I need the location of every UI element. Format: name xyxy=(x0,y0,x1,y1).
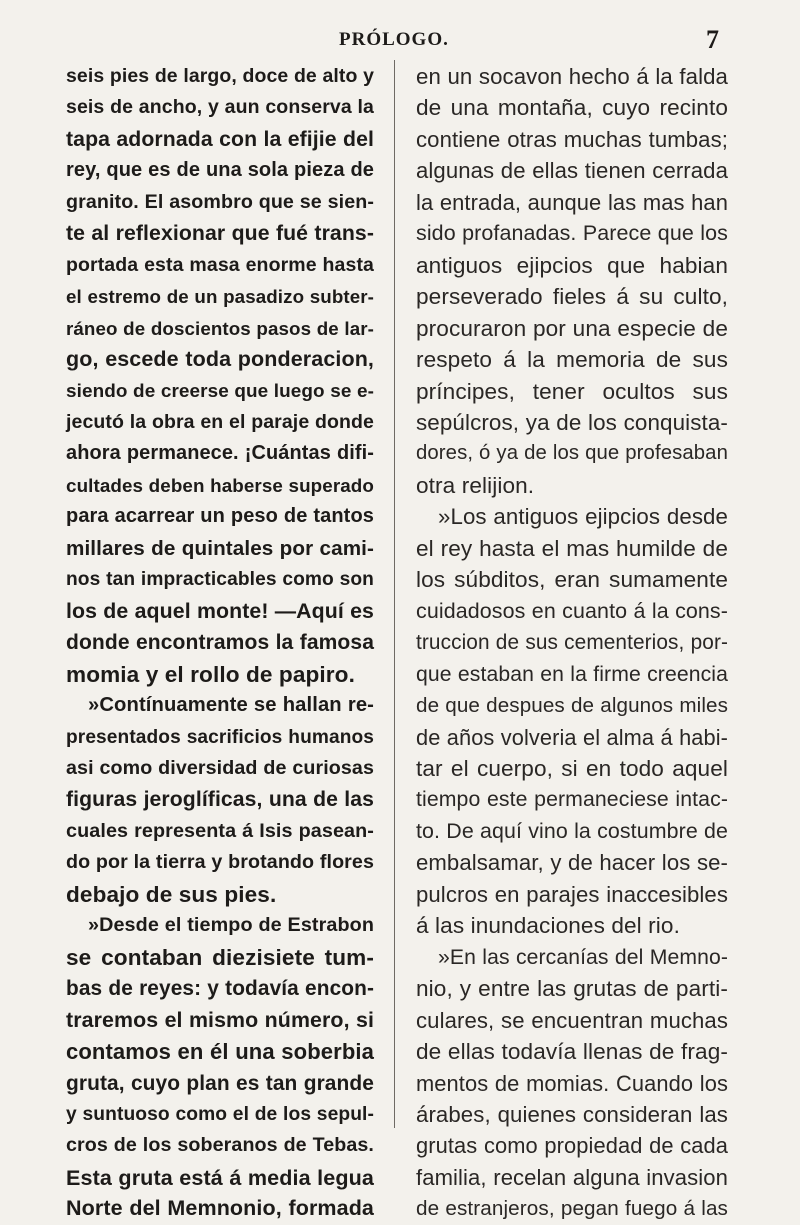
text-line: los de aquel monte! —Aquí es xyxy=(66,598,374,623)
text-line: bas de reyes: y todavía encon- xyxy=(66,977,374,1001)
text-line: »Contínuamente se hallan re- xyxy=(88,694,374,717)
text-line: dores, ó ya de los que profesaban xyxy=(416,442,728,465)
text-line: donde encontramos la famosa xyxy=(66,631,374,655)
text-line: de ellas todavía llenas de frag- xyxy=(416,1039,728,1065)
text-line: embalsamar, y de hacer los se- xyxy=(416,850,728,876)
text-line: cuidadosos en cuanto á la cons- xyxy=(416,598,728,623)
text-line: á las inundaciones del rio. xyxy=(416,913,680,939)
text-line: algunas de ellas tienen cerrada xyxy=(416,158,728,184)
page-header xyxy=(0,27,800,55)
text-line: contamos en él una soberbia xyxy=(66,1039,374,1065)
text-line: tar el cuerpo, si en todo aquel xyxy=(416,755,728,781)
text-line: ahora permanece. ¡Cuántas difi- xyxy=(66,442,374,465)
text-line: momia y el rollo de papiro. xyxy=(66,661,355,687)
text-line: »Desde el tiempo de Estrabon xyxy=(88,914,374,937)
text-line: de años volveria el alma á habi- xyxy=(416,724,728,750)
text-line: asi como diversidad de curiosas xyxy=(66,756,374,779)
text-line: figuras jeroglíficas, una de las xyxy=(66,788,374,812)
text-line: árabes, quienes consideran las xyxy=(416,1101,728,1127)
text-line: cros de los soberanos de Tebas. xyxy=(66,1134,374,1157)
text-line: gruta, cuyo plan es tan grande xyxy=(66,1071,374,1095)
text-line: »En las cercanías del Memno- xyxy=(438,945,728,969)
text-line: otra relijion. xyxy=(416,472,535,498)
left-text-column xyxy=(66,61,374,1225)
text-line: de que despues de algunos miles xyxy=(416,694,728,718)
text-line: para acarrear un peso de tantos xyxy=(66,505,374,528)
text-line: siendo de creerse que luego se e- xyxy=(66,380,374,402)
text-line: seis pies de largo, doce de alto y xyxy=(66,65,374,87)
text-line: nos tan impracticables como son xyxy=(66,569,374,591)
text-line: truccion de sus cementerios, por- xyxy=(416,631,728,655)
text-line: cuales representa á Isis pasean- xyxy=(66,819,374,842)
text-line: nio, y entre las grutas de parti- xyxy=(416,976,728,1002)
text-line: debajo de sus pies. xyxy=(66,881,277,907)
text-line: millares de quintales por cami- xyxy=(66,536,374,560)
running-title: PRÓLOGO. xyxy=(339,29,449,50)
text-line: jecutó la obra en el paraje donde xyxy=(66,410,374,433)
text-line: »Los antiguos ejipcios desde xyxy=(438,504,728,530)
text-line: de una montaña, cuyo recinto xyxy=(416,95,728,121)
text-line: en un socavon hecho á la falda xyxy=(416,64,728,89)
right-text-column xyxy=(416,61,728,1225)
text-line: respeto á la memoria de sus xyxy=(416,347,728,373)
text-line: pulcros en parajes inaccesibles xyxy=(416,881,728,907)
text-line: de estranjeros, pegan fuego á las xyxy=(416,1197,728,1221)
text-line: contiene otras muchas tumbas; xyxy=(416,126,728,152)
text-line: cultades deben haberse superado xyxy=(66,474,374,496)
column-divider xyxy=(394,60,395,1128)
text-line: la entrada, aunque las mas han xyxy=(416,189,728,215)
text-line: te al reflexionar que fué trans- xyxy=(66,221,374,246)
text-line: ráneo de doscientos pasos de lar- xyxy=(66,317,374,339)
text-line: procuraron por una especie de xyxy=(416,315,728,341)
text-line: granito. El asombro que se sien- xyxy=(66,190,374,213)
text-line: sido profanadas. Parece que los xyxy=(416,221,728,246)
text-line: el estremo de un pasadizo subter- xyxy=(66,286,374,308)
text-line: antiguos ejipcios que habian xyxy=(416,252,728,278)
text-line: el rey hasta el mas humilde de xyxy=(416,535,728,561)
text-line: portada esta masa enorme hasta xyxy=(66,253,374,276)
text-line: do por la tierra y brotando flores xyxy=(66,851,374,874)
text-line: mentos de momias. Cuando los xyxy=(416,1070,728,1096)
text-line: to. De aquí vino la costumbre de xyxy=(416,818,728,843)
page-number: 7 xyxy=(706,25,719,54)
text-line: se contaban diezisiete tum- xyxy=(66,944,374,970)
text-line: sepúlcros, ya de los conquista- xyxy=(416,409,728,435)
text-line: los súbditos, eran sumamente xyxy=(416,567,728,593)
text-line: Norte del Memnonio, formada xyxy=(66,1196,374,1221)
text-line: culares, se encuentran muchas xyxy=(416,1007,728,1033)
text-line: tapa adornada con la efijie del xyxy=(66,126,374,151)
text-line: traremos el mismo número, si xyxy=(66,1007,374,1032)
text-line: familia, recelan alguna invasion xyxy=(416,1164,728,1190)
text-line: go, escede toda ponderacion, xyxy=(66,347,374,372)
text-line: presentados sacrificios humanos xyxy=(66,726,374,748)
text-line: y suntuoso como el de los sepul- xyxy=(66,1103,374,1125)
text-line: rey, que es de una sola pieza de xyxy=(66,159,374,182)
text-line: príncipes, tener ocultos sus xyxy=(416,378,728,404)
text-line: que estaban en la firme creencia xyxy=(416,662,728,686)
text-line: Esta gruta está á media legua xyxy=(66,1164,374,1190)
text-line: grutas como propiedad de cada xyxy=(416,1133,728,1159)
text-line: perseverado fieles á su culto, xyxy=(416,284,728,310)
text-line: seis de ancho, y aun conserva la xyxy=(66,96,374,119)
text-line: tiempo este permaneciese intac- xyxy=(416,787,728,812)
